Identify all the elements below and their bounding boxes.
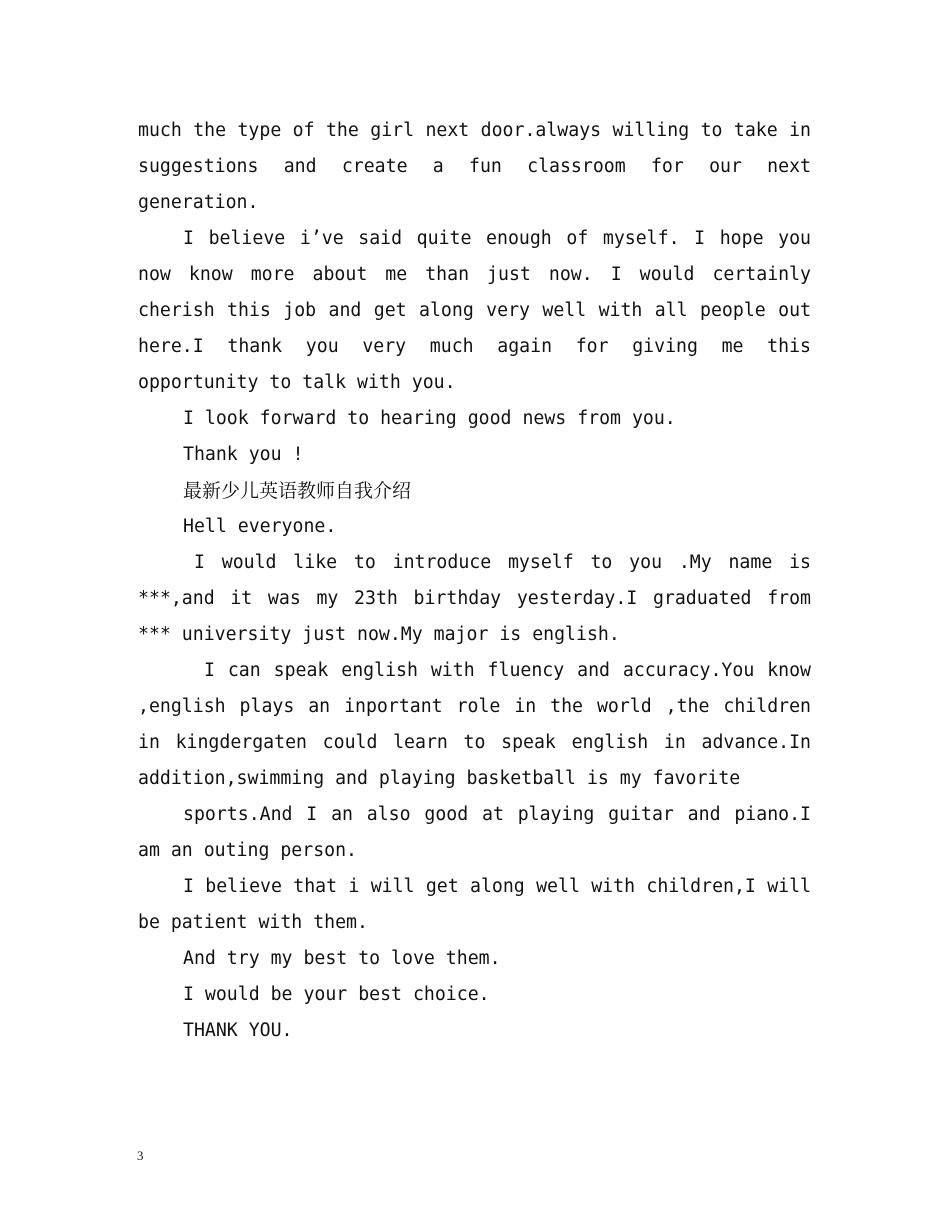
paragraph-closing-remarks: I believe i’ve said quite enough of myself. I hope you now know more about me than just now. I would certainly cherish this job and get along very well with all people out here.I thank you very much again for giving me this opportunity to talk with you. — [138, 228, 811, 393]
paragraph-final-thanks: THANK YOU. — [183, 1020, 293, 1041]
paragraph-thank-you: Thank you ! — [183, 444, 304, 465]
section-heading: 最新少儿英语教师自我介绍 — [183, 480, 412, 502]
paragraph-hobbies: sports.And I an also good at playing guitar and piano.I am an outing person. — [138, 804, 811, 861]
paragraph-greeting: Hell everyone. — [183, 516, 337, 537]
paragraph-best-choice: I would be your best choice. — [183, 984, 490, 1005]
paragraph-children: I believe that i will get along well with children,I will be patient with them. — [138, 876, 811, 933]
page-number: 3 — [137, 1148, 144, 1163]
document-body — [138, 113, 811, 1049]
paragraph-skills: I can speak english with fluency and accuracy.You know ,english plays an inportant role in the world ,the children in kingdergaten could learn to speak english in advance.In addition,swimming and playing basketball is my favorite — [138, 660, 811, 789]
paragraph-introduction: I would like to introduce myself to you .My name is ***,and it was my 23th birthday yesterday.I graduated from *** university just now.My major is english. — [138, 552, 811, 645]
paragraph-love-them: And try my best to love them. — [183, 948, 501, 969]
paragraph-continuation: much the type of the girl next door.always willing to take in suggestions and create a fun classroom for our next generation. — [138, 120, 811, 213]
paragraph-look-forward: I look forward to hearing good news from you. — [183, 408, 676, 429]
